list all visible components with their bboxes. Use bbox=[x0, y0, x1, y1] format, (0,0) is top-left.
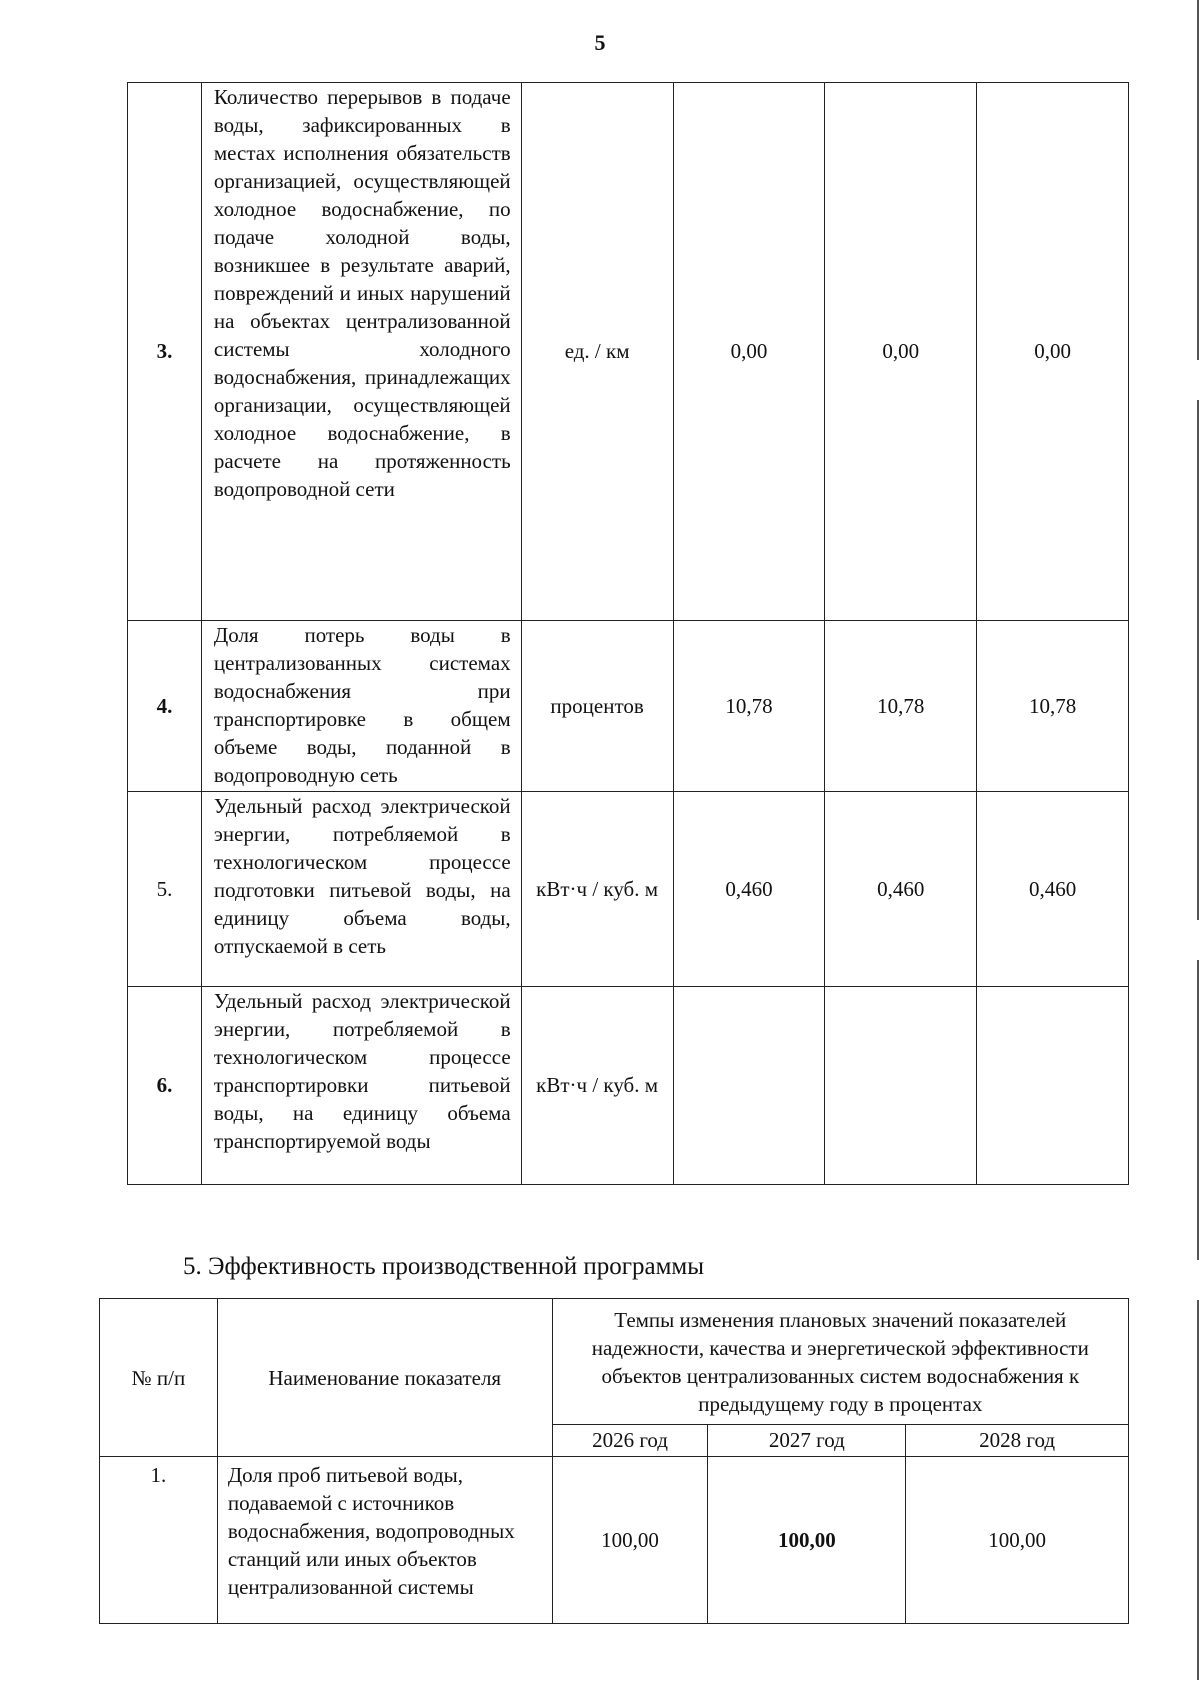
value-cell bbox=[977, 987, 1129, 1185]
unit-cell: кВт·ч / куб. м bbox=[521, 792, 673, 987]
value-cell: 0,00 bbox=[673, 83, 825, 621]
table-header-row bbox=[100, 1299, 1129, 1425]
header-year-2026: 2026 год bbox=[552, 1425, 708, 1457]
row-number: 1. bbox=[100, 1457, 218, 1624]
indicator-name: Удельный расход электрической энергии, потребляемой в технологическом процессе транспортировки питьевой воды, на единицу объема транспортируемой воды bbox=[201, 987, 521, 1185]
indicator-name: Доля потерь воды в централизованных системах водоснабжения при транспортировке в общем объеме воды, поданной в водопроводную сеть bbox=[201, 621, 521, 792]
row-number: 5. bbox=[128, 792, 202, 987]
scan-edge-line bbox=[1197, 0, 1199, 360]
indicator-name: Доля проб питьевой воды, подаваемой с источников водоснабжения, водопроводных станций или иных объектов централизованной системы bbox=[217, 1457, 552, 1624]
table-row bbox=[128, 987, 1129, 1185]
value-cell: 100,00 bbox=[552, 1457, 708, 1624]
value-cell bbox=[825, 987, 977, 1185]
header-rates: Темпы изменения плановых значений показателей надежности, качества и энергетической эффективности объектов централизованных систем водоснабжения к предыдущему году в процентах bbox=[552, 1299, 1128, 1425]
header-year-2028: 2028 год bbox=[906, 1425, 1129, 1457]
value-cell: 0,460 bbox=[977, 792, 1129, 987]
table-row bbox=[128, 792, 1129, 987]
indicator-name: Количество перерывов в подаче воды, зафиксированных в местах исполнения обязательств организацией, осуществляющей холодное водоснабжение, по подаче холодной воды, возникшее в результате аварий, повреждений и иных нарушений на объектах централизованной системы холодного водоснабжения, принадлежащих организации, осуществляющей холодное водоснабжение, в расчете на протяженность водопроводной сети bbox=[201, 83, 521, 621]
value-cell: 10,78 bbox=[673, 621, 825, 792]
efficiency-table bbox=[99, 1298, 1129, 1624]
page-number: 5 bbox=[594, 30, 606, 55]
unit-cell: процентов bbox=[521, 621, 673, 792]
header-year-2027: 2027 год bbox=[708, 1425, 906, 1457]
indicator-name: Удельный расход электрической энергии, потребляемой в технологическом процессе подготовки питьевой воды, на единицу объема воды, отпускаемой в сеть bbox=[201, 792, 521, 987]
scan-edge-line bbox=[1197, 400, 1199, 920]
row-number: 3. bbox=[128, 83, 202, 621]
header-number: № п/п bbox=[100, 1299, 218, 1457]
header-name: Наименование показателя bbox=[217, 1299, 552, 1457]
unit-cell: ед. / км bbox=[521, 83, 673, 621]
table-row bbox=[100, 1457, 1129, 1624]
value-cell: 10,78 bbox=[977, 621, 1129, 792]
unit-cell: кВт·ч / куб. м bbox=[521, 987, 673, 1185]
value-cell: 0,00 bbox=[825, 83, 977, 621]
scan-edge-line bbox=[1197, 1300, 1199, 1680]
scan-edge-line bbox=[1197, 960, 1199, 1260]
value-cell: 0,00 bbox=[977, 83, 1129, 621]
indicators-table bbox=[127, 82, 1129, 1185]
value-cell: 0,460 bbox=[825, 792, 977, 987]
row-number: 4. bbox=[128, 621, 202, 792]
row-number: 6. bbox=[128, 987, 202, 1185]
table-row bbox=[128, 621, 1129, 792]
value-cell: 10,78 bbox=[825, 621, 977, 792]
value-cell: 100,00 bbox=[708, 1457, 906, 1624]
section-title: 5. Эффективность производственной программы bbox=[183, 1253, 705, 1280]
table-row bbox=[128, 83, 1129, 621]
value-cell bbox=[673, 987, 825, 1185]
value-cell: 0,460 bbox=[673, 792, 825, 987]
value-cell: 100,00 bbox=[906, 1457, 1129, 1624]
